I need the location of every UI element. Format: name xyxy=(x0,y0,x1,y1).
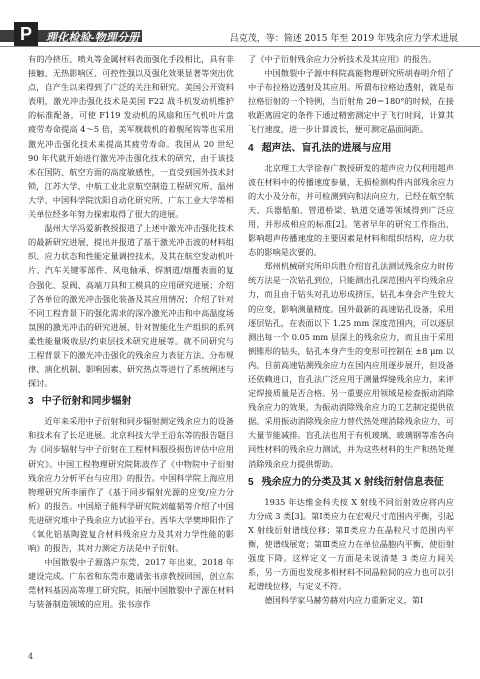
section-title: 残余应力的分类及其 X 射线衍射信息表征 xyxy=(261,476,444,488)
paragraph: 温州大学冯爱新教授报道了上述中激光冲击强化技术的最新研究进展，提出并报道了基于激光冲击波的材料组织、应力状态和性能定量调控技术，及其在航空发动机叶片、汽车关键零部件、风电轴承、焊割道/熔覆表面的复合强化、泵阀、高端刀具和工模具的应用研究进展；介绍了各单位的激光冲击强化装备及其应用情况；介绍了针对不同工程背景下的强化需求的深冷激光冲击和中高温度场氛围的激光冲击的研究进展，针对智能化生产组织的系列柔性能量吸收层/约束层技术研究进展等。就不同研究与工程背景下的激光冲击强化的残余应力表征方法、分布规律、演化机制、影响因素、研究热点等进行了系统阐述与探讨。 xyxy=(28,223,234,389)
section-number: 3 xyxy=(28,396,34,408)
section-number: 4 xyxy=(248,142,254,154)
paragraph: 1935 年达维金科夫按 X 射线不同衍射效应将内应力分成 3 类[3]。第Ⅰ类应力在宏观尺寸范围内平衡，引起 X 射线衍射谱线位移；第Ⅱ类应力在晶粒尺寸范围内平衡，使谱线展宽；第Ⅲ类应力在单位晶胞内平衡，使衍射强度下降。这样定义一方面是未说清楚 3 类应力间关系，另一方面也发现多相材料不同晶粒间的应力也可以引起谱线位移，与定义不符。 xyxy=(248,496,454,592)
section-title: 超声法、盲孔法的进展与应用 xyxy=(261,142,392,154)
journal-name: 理化检验-物理分册 xyxy=(46,32,140,44)
paragraph: 德国科学家马赫劳赫对内应力重新定义，第Ⅰ xyxy=(264,595,424,606)
paragraph: 中国散裂中子源中科院高能物理研究所胡春明介绍了中子布拉格边透射及其应用。所谓布拉格边透射，就是布拉格衍射的一个特例，当衍射角 2θ＝180°的时候，在接收距离固定的条件下通过精密测定中子飞行时间，计算其飞行速度，进一步计算波长，便可测定晶面间距。 xyxy=(248,68,454,135)
right-column xyxy=(248,52,454,607)
section-heading-3 xyxy=(28,394,234,410)
left-column xyxy=(28,52,234,612)
paragraph: 了《中子衍射残余应力分析技术及其应用》的报告。 xyxy=(248,54,437,64)
page-number: 4 xyxy=(28,652,34,661)
section-heading-4 xyxy=(248,141,454,157)
journal-logo-icon: P xyxy=(14,22,38,46)
running-head: 吕克茂，等：简述 2015 年至 2019 年残余应力学术进展 xyxy=(229,34,458,44)
header-divider xyxy=(0,46,480,47)
page-header xyxy=(0,0,480,46)
section-heading-5 xyxy=(248,475,454,491)
paragraph: 郑州机械研究所印兵胜介绍盲孔法测试残余应力时传统方法是一次钻孔到位，只能测出孔深范围内平均残余应力，而且由于钻头对孔边形成挤压，钻孔本身会产生较大的应变，影响测量精度。国外最新的高速钻孔设备，采用逐层钻孔，在表面以下 1.25 mm 深度范围内，可以逐层测出每一个 0.05 mm 层深上的残余应力，而且由于采用倒锥形的钻头，钻孔本身产生的变形可控制在 ±8 μm 以内。目前高速钻测残余应力在国内应用逐步展开，但设备还依赖进口，盲孔法广泛应用于测量焊缝残余应力，来评定焊接质量是否合格。另一重要应用领域是检查振动消除残余应力的效果，为振动消除残余应力的工艺制定提供依据。采用振动消除残余应力替代热处理消除残余应力，可大量节能减排。盲孔法也用于有机玻璃、玻璃钢等准各向同性材料的残余应力测试，并为这些材料的生产和热处理消除残余应力提供帮助。 xyxy=(248,261,454,469)
paragraph: 有的冷挤压、喷丸等金属材料表面强化手段相比，具有非接触、无热影响区、可控性强以及强化效果显著等突出优点，自产生以来得到了广泛的关注和研究。美国公开资料表明，激光冲击强化技术是美国 F22 战斗机发动机维护的标准配备，可使 F119 发动机的风扇和压气机叶片盘疲劳寿命提高 4～5 倍，美军舰载机的着舰尾钩等也采用激光冲击强化技术来提高其疲劳寿命。我国从 20 世纪 90 年代就开始进行激光冲击强化技术的研究，由于该技术在国防、航空方面的高度敏感性，一直受到国外技术封锁，江苏大学、中航工业北京航空制造工程研究所、温州大学、中国科学院沈阳自动化研究所、广东工业大学等相关单位经多年努力探索取得了很大的进展。 xyxy=(28,54,234,220)
section-title: 中子衍射和同步辐射 xyxy=(41,396,132,408)
paragraph: 中国散裂中子源落户东莞，2017 年出束，2018 年建设完成。广东省和东莞市邀请张书彦教授回国，创立东莞材料基因高等理工研究院，拓展中国散裂中子源在材料与装备制造领域的应用。张书彦作 xyxy=(28,557,234,610)
paragraph: 近年来采用中子衍射和同步辐射测定残余应力的设备和技术有了长足进展。北京科技大学王沿东等的报告题目为《同步辐射与中子衍射在工程材料服役损伤评估中应用研究》。中国工程物理研究院陈波作了《中物院中子衍射残余应力分析平台与应用》的报告。中国科学院上海应用物理研究所李丽作了《基于同步辐射光源的应变/应力分析》的报告。中国原子能科学研究院刘蕴韬等介绍了中国先进研究堆中子残余应力试验平台。西华大学樊坤阳作了《氧化铝基陶瓷复合材料残余应力及其对力学性能的影响》的报告，其对力测定方法是中子衍射。 xyxy=(28,416,234,554)
paragraph: 北京理工大学徐春广教授研发的超声应力仪利用超声波在材料中的传播速度参量，无损检测构件内部残余应力的大小及分布，并可检测到向和法向应力，已经在航空航天、兵器船舶、管道桥梁、轨道交通等领域得到广泛应用，并形成相应的标准[2]。笔者早年的研究工作指出，影响超声传播速度的主要因素是材料和组织结构，应力状态的影响是次要的。 xyxy=(248,162,454,258)
section-number: 5 xyxy=(248,476,254,488)
